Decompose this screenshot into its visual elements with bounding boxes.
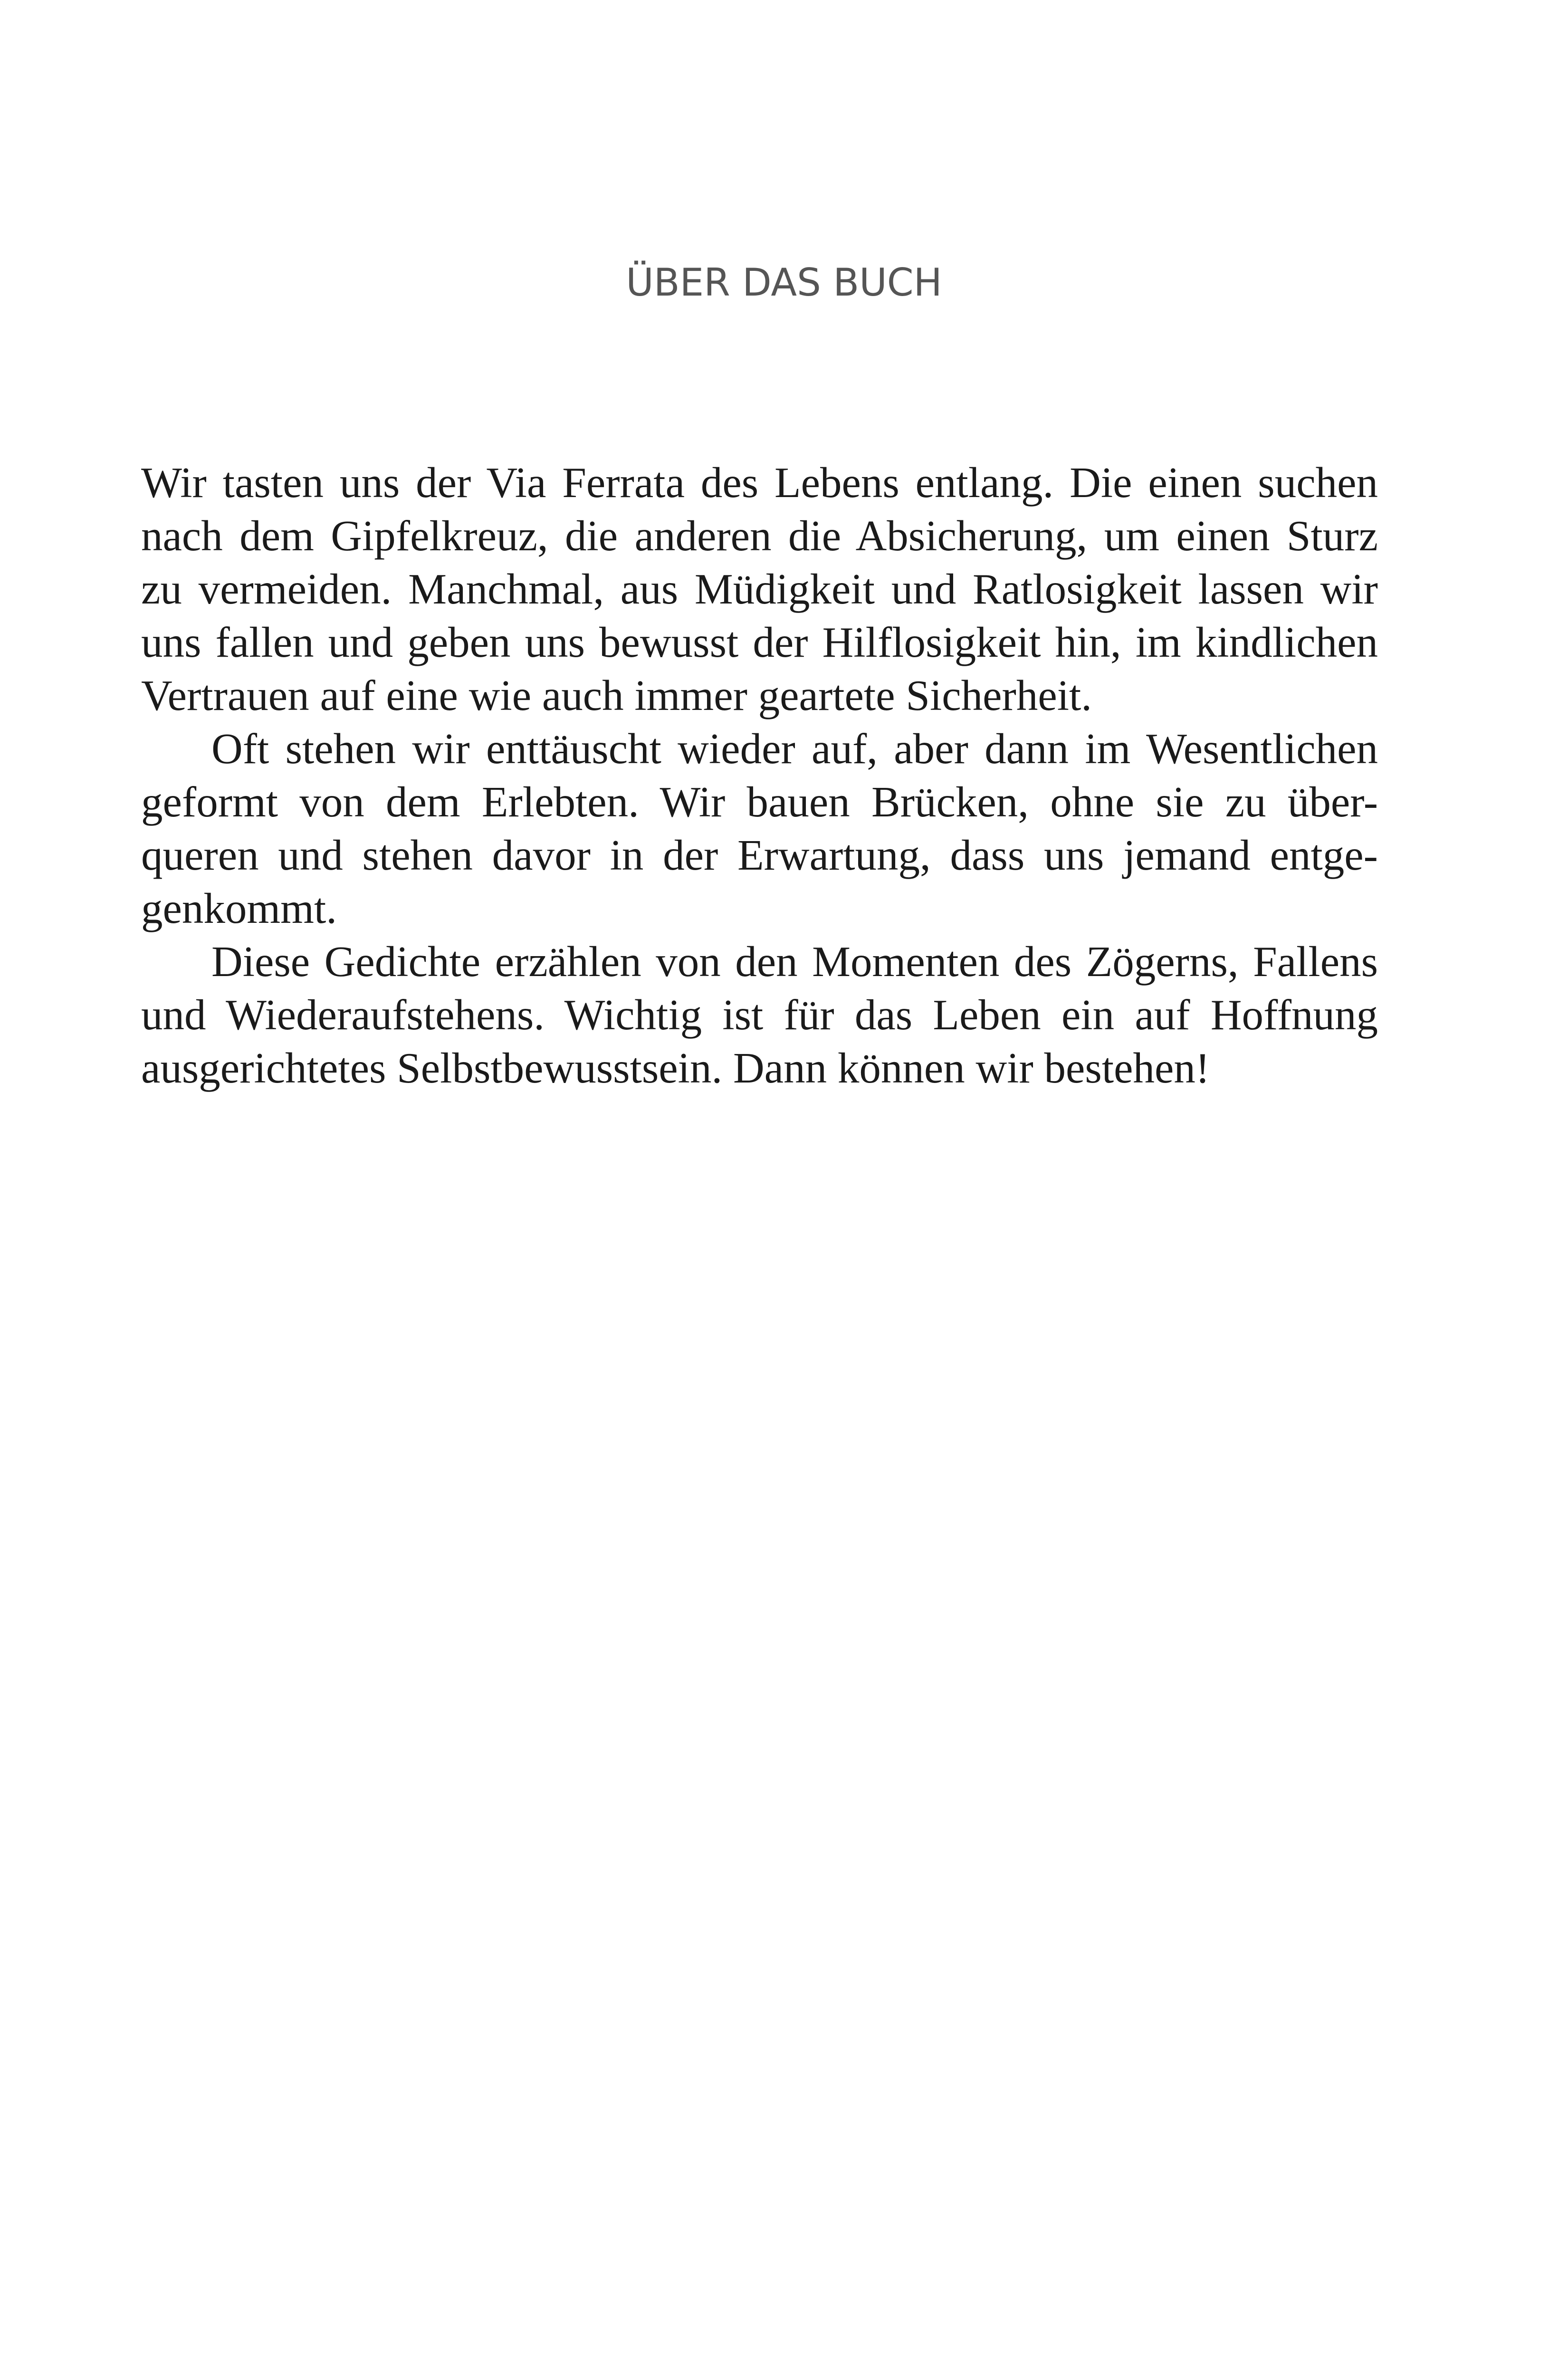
text-line: queren und stehen davor in der Erwartung, dass uns jemand entge- (141, 831, 1378, 879)
text-line: Wir tasten uns der Via Ferrata des Lebens entlang. Die einen suchen (141, 459, 1378, 507)
text-line: zu vermeiden. Manchmal, aus Müdigkeit und Ratlosigkeit lassen wir (141, 565, 1378, 613)
text-line: und Wiederaufstehens. Wichtig ist für das Leben ein auf Hoffnung (141, 991, 1378, 1039)
paragraph-1 (141, 456, 1378, 722)
text-line: geformt von dem Erlebten. Wir bauen Brücken, ohne sie zu über- (141, 778, 1378, 826)
text-line: nach dem Gipfelkreuz, die anderen die Absicherung, um einen Sturz (141, 512, 1378, 560)
text-line: Oft stehen wir enttäuscht wieder auf, aber dann im Wesentlichen (211, 725, 1378, 773)
text-line: Diese Gedichte erzählen von den Momenten des Zögerns, Fallens (211, 938, 1378, 986)
body-text (141, 456, 1378, 1095)
text-line: ausgerichtetes Selbstbewusstsein. Dann können wir bestehen! (141, 1044, 1210, 1092)
text-line: Vertrauen auf eine wie auch immer geartete Sicherheit. (141, 671, 1092, 719)
text-line: genkommt. (141, 884, 337, 932)
paragraph-3 (141, 935, 1378, 1095)
text-line: uns fallen und geben uns bewusst der Hilflosigkeit hin, im kindlichen (141, 618, 1378, 666)
paragraph-2 (141, 722, 1378, 935)
page-heading: ÜBER DAS BUCH (626, 260, 942, 305)
